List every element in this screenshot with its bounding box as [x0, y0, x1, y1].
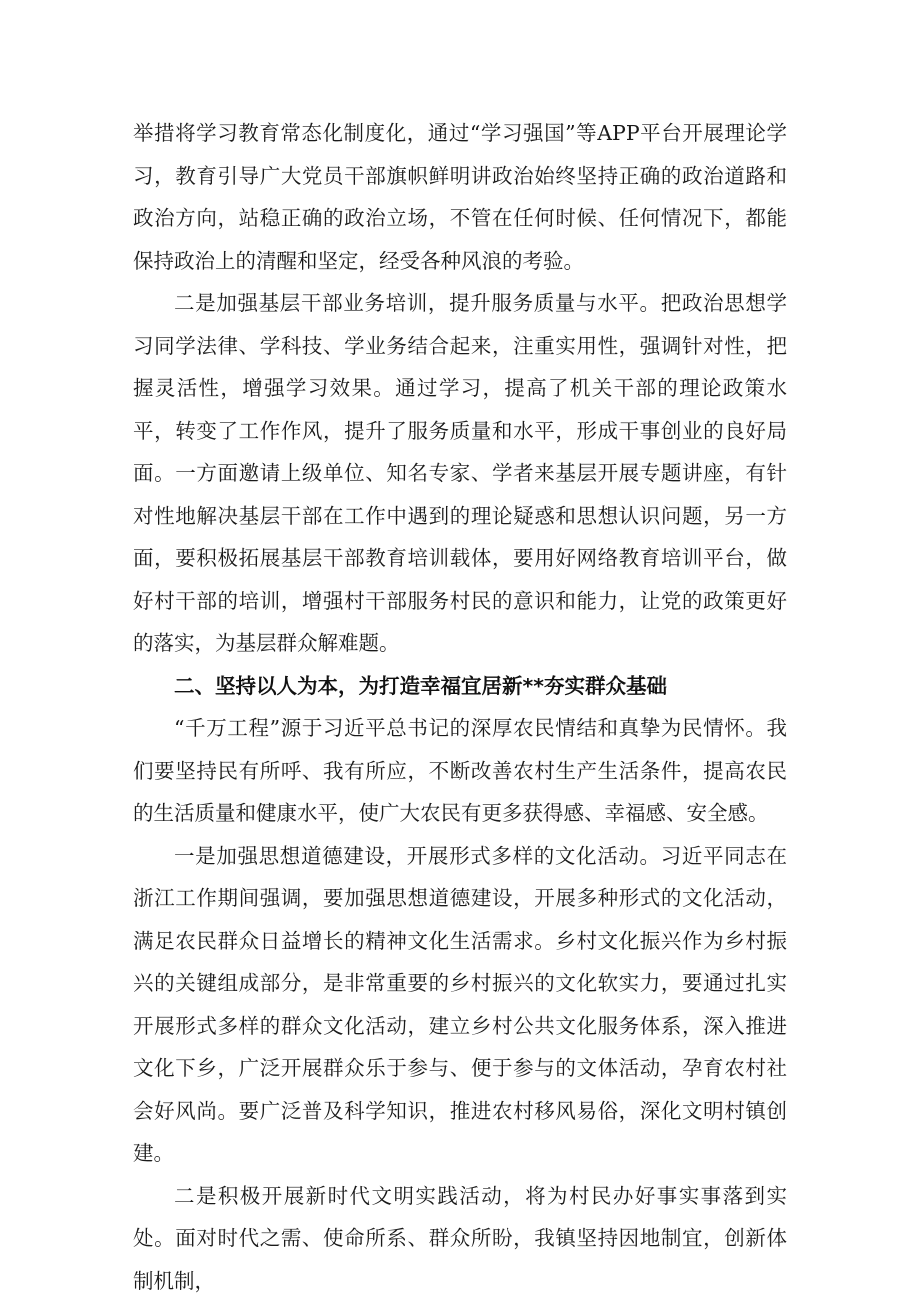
paragraph-intro: “千万工程”源于习近平总书记的深厚农民情结和真挚为民情怀。我们要坚持民有所呼、我有所应，不断改善农村生产生活条件，提高农民的生活质量和健康水平，使广大农民有更多获得感、幸福感、安全感。	[133, 707, 787, 835]
paragraph-civilization: 二是积极开展新时代文明实践活动，将为村民办好事实事落到实处。面对时代之需、使命所系、群众所盼，我镇坚持因地制宜，创新体制机制，	[133, 1175, 787, 1302]
paragraph-training: 二是加强基层干部业务培训，提升服务质量与水平。把政治思想学习同学法律、学科技、学业务结合起来，注重实用性，强调针对性，把握灵活性，增强学习效果。通过学习，提高了机关干部的理论政策水平，转变了工作作风，提升了服务质量和水平，形成干事创业的良好局面。一方面邀请上级单位、知名专家、学者来基层开展专题讲座，有针对性地解决基层干部在工作中遇到的理论疑惑和思想认识问题，另一方面，要积极拓展基层干部教育培训载体，要用好网络教育培训平台，做好村干部的培训，增强村干部服务村民的意识和能力，让党的政策更好的落实，为基层群众解难题。	[133, 282, 787, 665]
paragraph-continued: 举措将学习教育常态化制度化，通过“学习强国”等APP平台开展理论学习，教育引导广大党员干部旗帜鲜明讲政治始终坚持正确的政治道路和政治方向，站稳正确的政治立场，不管在任何时候、任何情况下，都能保持政治上的清醒和坚定，经受各种风浪的考验。	[133, 112, 787, 282]
section-heading: 二、坚持以人为本，为打造幸福宜居新**夯实群众基础	[133, 665, 787, 708]
paragraph-culture: 一是加强思想道德建设，开展形式多样的文化活动。习近平同志在浙江工作期间强调，要加强思想道德建设，开展多种形式的文化活动，满足农民群众日益增长的精神文化生活需求。乡村文化振兴作为乡村振兴的关键组成部分，是非常重要的乡村振兴的文化软实力，要通过扎实开展形式多样的群众文化活动，建立乡村公共文化服务体系，深入推进文化下乡，广泛开展群众乐于参与、便于参与的文体活动，孕育农村社会好风尚。要广泛普及科学知识，推进农村移风易俗，深化文明村镇创建。	[133, 835, 787, 1175]
document-body	[133, 112, 787, 1302]
